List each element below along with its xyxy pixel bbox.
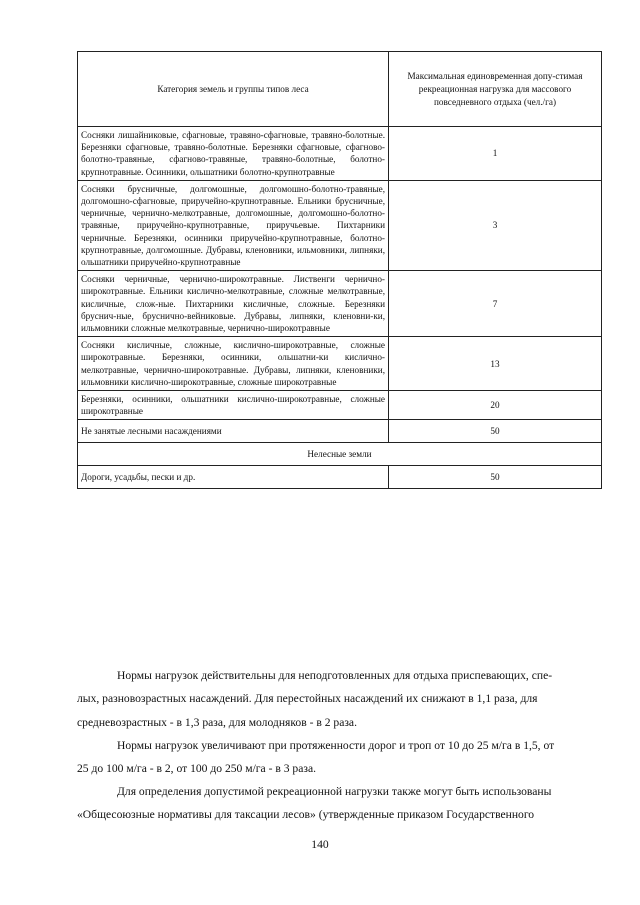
row-value: 20 — [389, 391, 602, 420]
table-header-row — [78, 52, 602, 127]
row-value: 3 — [389, 180, 602, 270]
header-category: Категория земель и группы типов леса — [78, 52, 389, 127]
paragraph-load-norms — [77, 664, 601, 734]
paragraph-line: Нормы нагрузок действительны для неподготовленных для отдыха приспевающих, спе- — [117, 669, 553, 682]
table-row — [78, 391, 602, 420]
paragraph-line: средневозрастных - в 1,3 раза, для молодняков - в 2 раза. — [77, 715, 357, 729]
paragraph-line: лых, разновозрастных насаждений. Для перестойных насаждений их снижают в 1,1 раза, для — [77, 692, 538, 706]
row-category: Сосняки лишайниковые, сфагновые, травяно-сфагновые, травяно-болотные. Березняки сфагновые, травяно-болотные. Березняки сфагновые, сфагново-болотно-травяные, сфагново-травяные, травяно-болотные, болотно-крупнотравные. Осинники, ольшатники болотно-крупнотравные — [78, 127, 389, 181]
table-row — [78, 466, 602, 489]
row-value: 50 — [389, 466, 602, 489]
table-row — [78, 420, 602, 443]
row-category: Дороги, усадьбы, пески и др. — [78, 466, 389, 489]
paragraph-line: «Общесоюзные нормативы для таксации лесов» (утвержденные приказом Государственного — [77, 808, 535, 822]
row-category: Сосняки черничные, чернично-широкотравные. Лиственги чернично-широкотравные. Ельники кислично-мелкотравные, сложные мелкотравные, кисличные, слож-ные. Пихтарники кисличные, сложные. Березняки бруснич-ные, бруснично-вейниковые. Дубравы, липняки, кленовни-ки, ильмовники сложные мелкотравные, чернично-широкотравные — [78, 271, 389, 337]
table-subheader: Нелесные земли — [78, 443, 602, 466]
row-value: 50 — [389, 420, 602, 443]
paragraph-line: Для определения допустимой рекреационной нагрузки также могут быть использованы — [117, 785, 552, 798]
row-category: Сосняки брусничные, долгомошные, долгомошно-болотно-травяные, долгомошно-сфагновые, приручейно-крупнотравные. Ельники брусничные, черничные, чернично-мелкотравные, долгомошные, долгомошно-болотно-травяные, приручейно-крупнотравные, приручьевые. Пихтарники черничные. Березняки, осинники приручейно-крупнотравные, болотно-крупнотравные, долгомошные. Дубравы, кленовники, ильмовники, липняки, ольшатники приручейно-крупнотравные — [78, 180, 389, 270]
table-row — [78, 127, 602, 181]
header-load: Максимальная единовременная допу-стимая рекреационная нагрузка для массового повседневного отдыха (чел./га) — [389, 52, 602, 127]
table-row — [78, 271, 602, 337]
row-category: Сосняки кисличные, сложные, кислично-широкотравные, сложные широкотравные. Березняки, осинники, ольшатни-ки кислично-мелкотравные, чернично-широкотравные. Дубравы, липняки, кленовники, ильмовники кислично-широкотравные, сложные широкотравные — [78, 337, 389, 391]
paragraph-line: 25 до 100 м/га - в 2, от 100 до 250 м/га - в 3 раза. — [77, 762, 316, 776]
paragraph-norms-reference — [77, 780, 601, 827]
row-value: 1 — [389, 127, 602, 181]
row-value: 13 — [389, 337, 602, 391]
row-category: Не занятые лесными насаждениями — [78, 420, 389, 443]
row-category: Березняки, осинники, ольшатники кислично-широкотравные, сложные широкотравные — [78, 391, 389, 420]
recreational-load-table-container — [77, 51, 601, 489]
recreational-load-table — [77, 51, 602, 489]
paragraph-line: Нормы нагрузок увеличивают при протяженности дорог и троп от 10 до 25 м/га в 1,5, от — [117, 739, 555, 752]
table-subheader-row — [78, 443, 602, 466]
page-number: 140 — [311, 838, 329, 851]
row-value: 7 — [389, 271, 602, 337]
paragraph-road-density — [77, 734, 601, 781]
table-row — [78, 337, 602, 391]
table-row — [78, 180, 602, 270]
